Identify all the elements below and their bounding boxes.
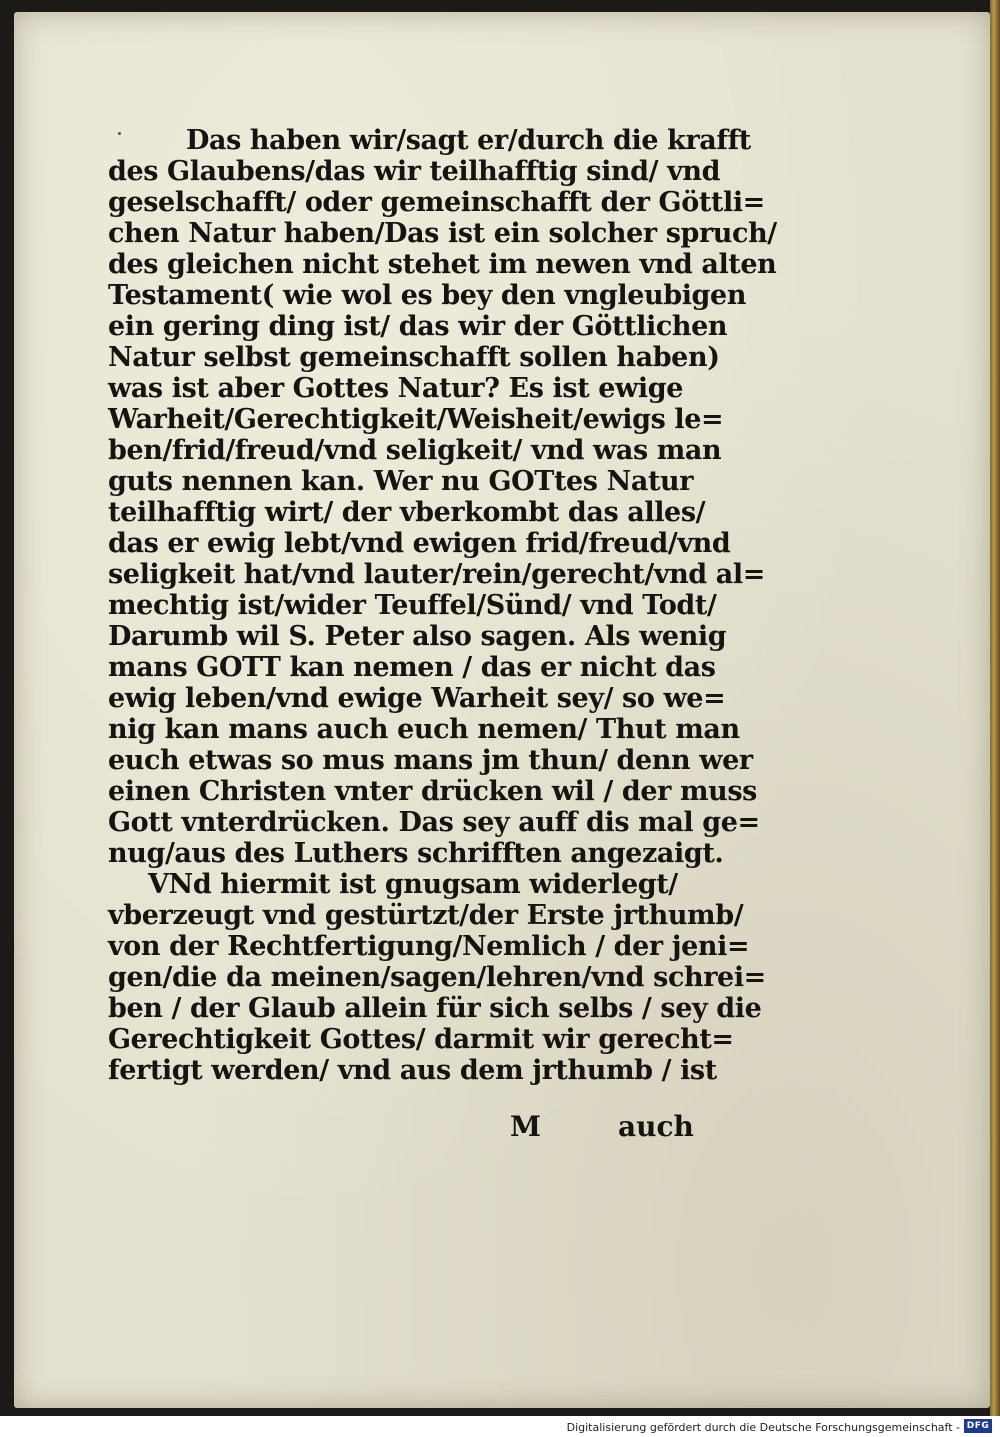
text-line: Gott vnterdrücken. Das sey auff dis mal ge= — [108, 807, 760, 838]
text-line: teilhafftig wirt/ der vberkombt das alles/ — [108, 497, 706, 528]
text-line: nug/aus des Luthers schrifften angezaigt. — [108, 838, 724, 869]
text-line: ben / der Glaub allein für sich selbs / sey die — [108, 993, 762, 1024]
funding-credit: Digitalisierung gefördert durch die Deutsche Forschungsgemeinschaft - — [566, 1421, 960, 1434]
catchword-line — [510, 1110, 694, 1143]
text-line: ewig leben/vnd ewige Warheit sey/ so we= — [108, 683, 726, 714]
text-line: chen Natur haben/Das ist ein solcher spruch/ — [108, 218, 777, 249]
text-line: das er ewig lebt/vnd ewigen frid/freud/vnd — [108, 528, 731, 559]
text-line: was ist aber Gottes Natur? Es ist ewige — [108, 373, 683, 404]
text-line: einen Christen vnter drücken wil / der muss — [108, 776, 757, 807]
text-line: von der Rechtfertigung/Nemlich / der jeni= — [108, 931, 750, 962]
catchword: auch — [618, 1110, 694, 1143]
text-line: vberzeugt vnd gestürtzt/der Erste jrthumb/ — [108, 900, 744, 931]
text-line: Darumb wil S. Peter also sagen. Als wenig — [108, 621, 727, 652]
signature-mark: M — [510, 1110, 541, 1143]
text-line-paragraph-start: VNd hiermit ist gnugsam widerlegt/ — [148, 869, 678, 900]
text-line: nig kan mans auch euch nemen/ Thut man — [108, 714, 740, 745]
text-line: gen/die da meinen/sagen/lehren/vnd schrei= — [108, 962, 766, 993]
dfg-logo-icon: DFG — [964, 1419, 992, 1433]
text-line: des Glaubens/das wir teilhafftig sind/ vnd — [108, 156, 721, 187]
page-text-block — [108, 125, 777, 1086]
text-line: Warheit/Gerechtigkeit/Weisheit/ewigs le= — [108, 404, 724, 435]
text-line: guts nennen kan. Wer nu GOTtes Natur — [108, 466, 694, 497]
text-line: Gerechtigkeit Gottes/ darmit wir gerecht= — [108, 1024, 734, 1055]
text-line: fertigt werden/ vnd aus dem jrthumb / ist — [108, 1055, 717, 1086]
text-line: Das haben wir/sagt er/durch die krafft — [186, 125, 751, 156]
text-line: euch etwas so mus mans jm thun/ denn wer — [108, 745, 753, 776]
text-line: Testament( wie wol es bey den vngleubigen — [108, 280, 747, 311]
book-edge — [990, 0, 1000, 1416]
text-line: Natur selbst gemeinschafft sollen haben) — [108, 342, 720, 373]
text-line: mans GOTT kan nemen / das er nicht das — [108, 652, 716, 683]
text-line: des gleichen nicht stehet im newen vnd alten — [108, 249, 777, 280]
text-line: ben/frid/freud/vnd seligkeit/ vnd was man — [108, 435, 722, 466]
text-line: geselschafft/ oder gemeinschafft der Göttli= — [108, 187, 765, 218]
text-line: ein gering ding ist/ das wir der Göttlichen — [108, 311, 728, 342]
text-line: mechtig ist/wider Teuffel/Sünd/ vnd Todt/ — [108, 590, 717, 621]
text-line: seligkeit hat/vnd lauter/rein/gerecht/vnd al= — [108, 559, 765, 590]
